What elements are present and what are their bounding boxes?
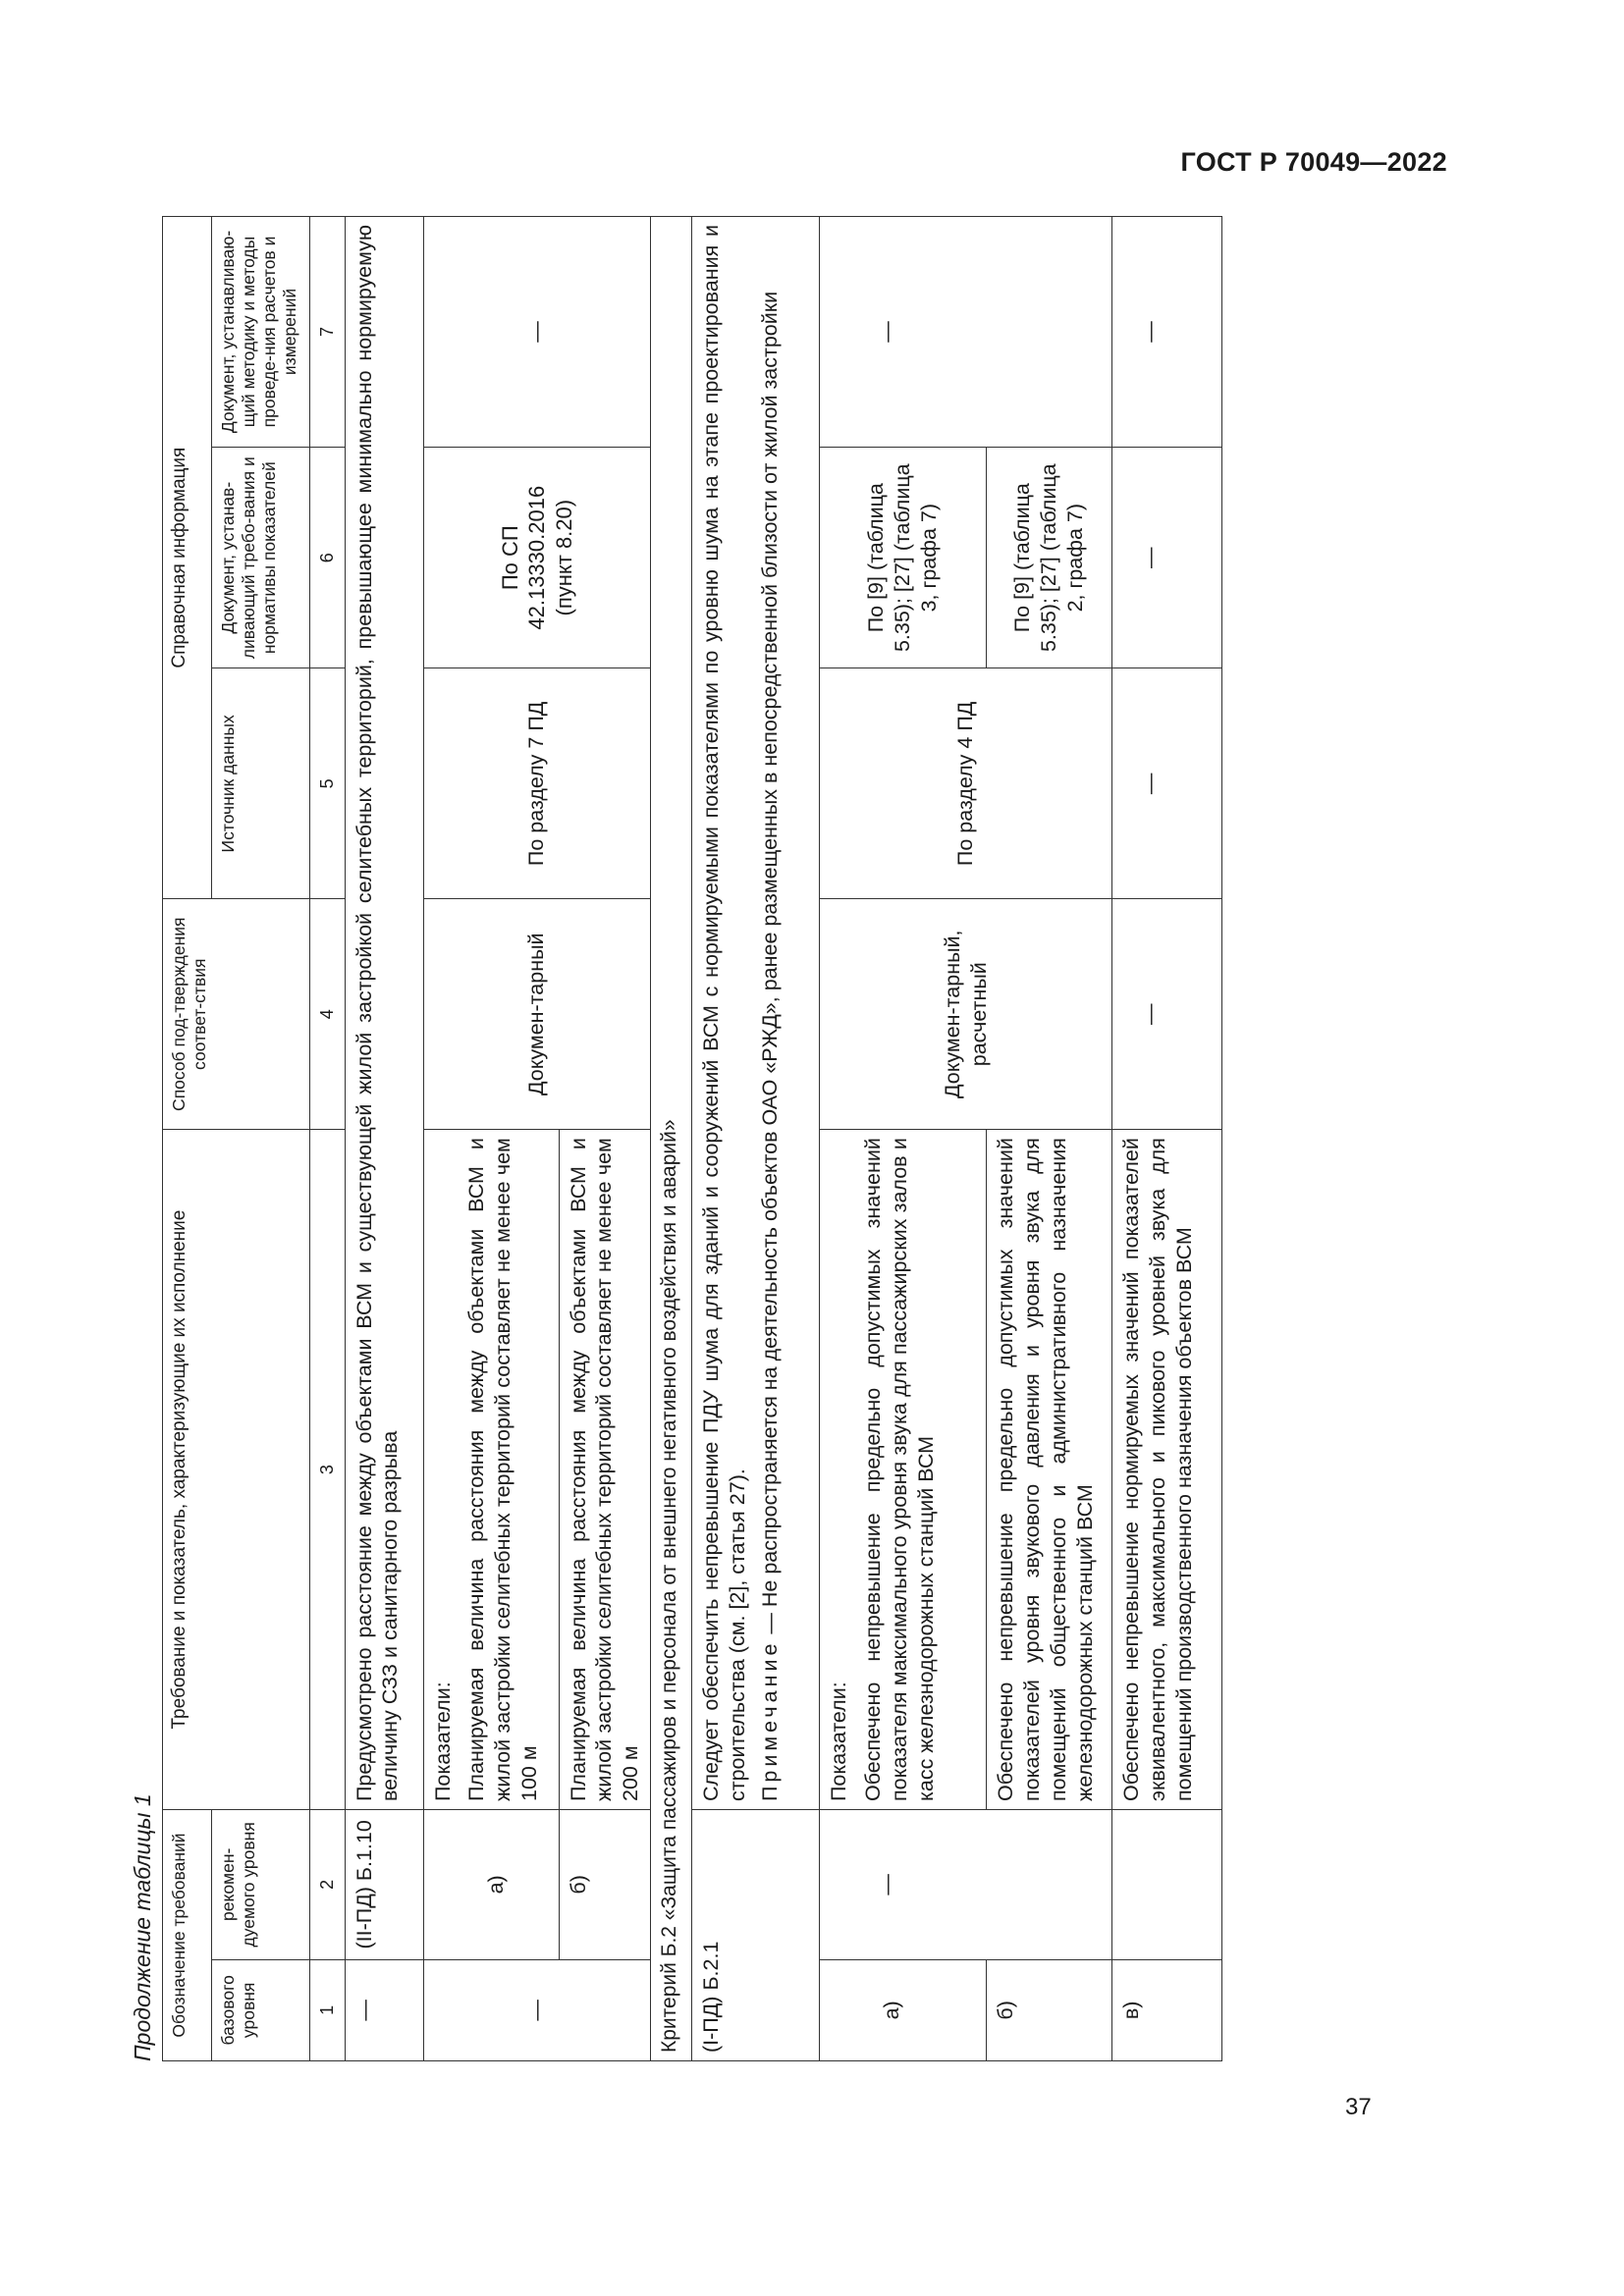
col-number: 2 bbox=[310, 1810, 346, 1960]
base-level-cell: (I-ПД) Б.2.1 bbox=[692, 1810, 820, 2061]
header-method-document: Документ, устанавливаю-щий методику и методы проведе-ния расчетов и измерений bbox=[212, 217, 310, 448]
indicator-label: б) bbox=[559, 1810, 651, 1960]
col-number: 5 bbox=[310, 668, 346, 899]
norm-document-cell: По [9] (таблица 5.35); [27] (таблица 3, графа 7) bbox=[820, 447, 987, 667]
rotated-table-area bbox=[123, 216, 1438, 2061]
data-source-cell: По разделу 7 ПД bbox=[423, 668, 651, 899]
base-level-cell: б) bbox=[987, 1959, 1112, 2060]
table-row bbox=[651, 217, 692, 2061]
standard-designation: ГОСТ Р 70049—2022 bbox=[1180, 147, 1447, 177]
requirement-text: Обеспечено непревышение нормируемых значений показателей эквивалентного, максимального и пикового уровней звука для помещений производственного назначения объектов ВСМ bbox=[1112, 1130, 1222, 1810]
method-document-cell: — bbox=[1112, 217, 1222, 448]
recommended-level-cell bbox=[1112, 1810, 1222, 1960]
note-text: — Не распространяется на деятельность объектов ОАО «РЖД», ранее размещенных в непосредственной близости от жилой застройки bbox=[757, 291, 782, 1640]
table-row bbox=[987, 217, 1112, 2061]
criterion-heading: Критерий Б.2 «Защита пассажиров и персонала от внешнего негативного воздействия и аварий» bbox=[651, 217, 692, 2061]
base-level-cell: а) bbox=[820, 1959, 987, 2060]
header-requirement: Требование и показатель, характеризующие их исполнение bbox=[163, 1130, 310, 1810]
method-document-cell: — bbox=[820, 217, 1112, 448]
header-recommended-level: рекомен-дуемого уровня bbox=[212, 1810, 310, 1960]
indicator-a-text: Обеспечено непревышение предельно допустимых значений показателя максимального уровня звука для пассажирских залов и касс железнодорожных станций ВСМ bbox=[861, 1138, 938, 1802]
col-number: 4 bbox=[310, 899, 346, 1130]
indicator-b-text: Планируемая величина расстояния между объектами ВСМ и жилой застройки селитебных территорий составляет не менее чем 200 м bbox=[559, 1130, 651, 1810]
header-designation: Обозначение требований bbox=[163, 1810, 212, 2061]
base-level-cell: — bbox=[345, 1959, 423, 2060]
requirement-text bbox=[820, 1130, 987, 1810]
confirmation-cell: Докумен-тарный, расчетный bbox=[820, 899, 1112, 1130]
base-level-cell: в) bbox=[1112, 1959, 1222, 2060]
table-row bbox=[423, 217, 559, 2061]
table-caption: Продолжение таблицы 1 bbox=[130, 1793, 155, 2061]
confirmation-cell: — bbox=[1112, 899, 1222, 1130]
col-number: 7 bbox=[310, 217, 346, 448]
norm-document-cell: По СП 42.13330.2016 (пункт 8.20) bbox=[423, 447, 651, 667]
table-row bbox=[1112, 217, 1222, 2061]
requirement-text: Обеспечено непревышение предельно допустимых значений показателей уровня звукового давления и уровня звука для помещений общественного и административного назначения железнодорожных станций ВСМ bbox=[987, 1130, 1112, 1810]
indicator-label: а) bbox=[423, 1810, 559, 1960]
column-number-row bbox=[310, 217, 346, 2061]
col-number: 1 bbox=[310, 1959, 346, 2060]
col-number: 3 bbox=[310, 1130, 346, 1810]
recommended-level-cell: — bbox=[820, 1810, 1112, 1960]
note bbox=[757, 225, 784, 1801]
indicator-text bbox=[423, 1130, 559, 1810]
data-source-cell: По разделу 4 ПД bbox=[820, 668, 1112, 899]
confirmation-cell: Докумен-тарный bbox=[423, 899, 651, 1130]
method-document-cell: — bbox=[423, 217, 651, 448]
indicators-heading: Показатели: bbox=[430, 1682, 455, 1802]
recommended-level-cell: (II-ПД) Б.1.10 bbox=[345, 1810, 423, 1960]
norm-document-cell: По [9] (таблица 5.35); [27] (таблица 2, графа 7) bbox=[987, 447, 1112, 667]
table-row bbox=[820, 217, 987, 2061]
base-level-cell: — bbox=[423, 1959, 651, 2060]
requirement-text: Предусмотрено расстояние между объектами ВСМ и существующей жилой застройкой селитебных территорий, превышающее минимально нормируемую величину СЗЗ и санитарного разрыва bbox=[345, 217, 423, 1810]
page-number: 37 bbox=[1345, 2094, 1372, 2120]
header-data-source: Источник данных bbox=[212, 668, 310, 899]
requirement-paragraph: Следует обеспечить непревышение ПДУ шума для зданий и сооружений ВСМ с нормируемыми показателями по уровню шума на этапе проектирования и строительства (см. [2], статья 27). bbox=[699, 225, 749, 1802]
note-label: Примечание bbox=[757, 1639, 782, 1802]
requirement-text bbox=[692, 217, 820, 1810]
header-confirmation: Способ под-тверждения соответ-ствия bbox=[163, 899, 310, 1130]
table-row bbox=[345, 217, 423, 2061]
table-row bbox=[692, 217, 820, 2061]
requirements-table bbox=[162, 216, 1222, 2061]
header-reference-info: Справочная информация bbox=[163, 217, 212, 899]
header-norm-document: Документ, устанав-ливающий требо-вания и нормативы показателей bbox=[212, 447, 310, 667]
header-base-level: базового уровня bbox=[212, 1959, 310, 2060]
col-number: 6 bbox=[310, 447, 346, 667]
indicator-a-text: Планируемая величина расстояния между объектами ВСМ и жилой застройки селитебных территорий составляет не менее чем 100 м bbox=[464, 1138, 542, 1802]
indicators-heading: Показатели: bbox=[827, 1682, 851, 1802]
norm-document-cell: — bbox=[1112, 447, 1222, 667]
data-source-cell: — bbox=[1112, 668, 1222, 899]
